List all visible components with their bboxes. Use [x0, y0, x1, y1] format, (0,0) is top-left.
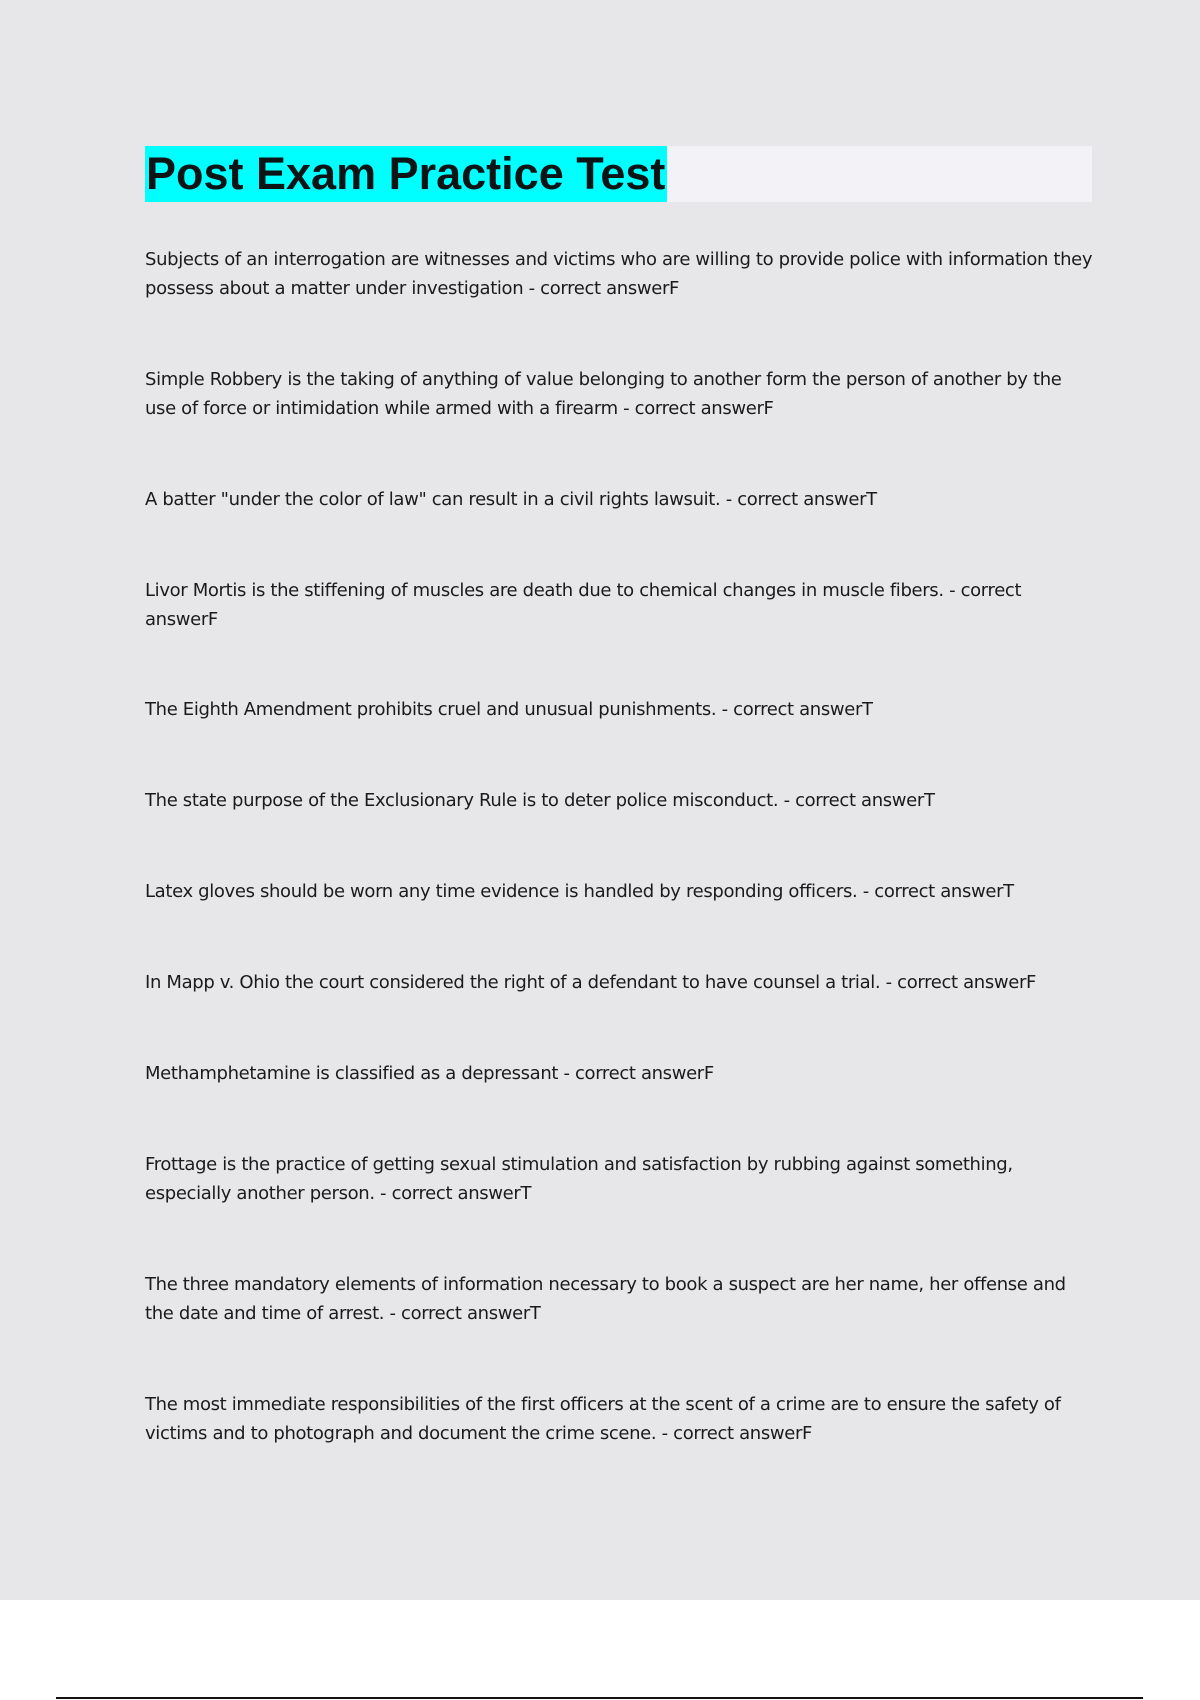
question-item: Frottage is the practice of getting sexual stimulation and satisfaction by rubbing against something, especially another person. - correct answerT [145, 1154, 1013, 1204]
question-item: Methamphetamine is classified as a depressant - correct answerF [145, 1063, 714, 1084]
page-title: Post Exam Practice Test [145, 146, 667, 202]
question-item: The Eighth Amendment prohibits cruel and unusual punishments. - correct answerT [145, 699, 873, 720]
question-item: Latex gloves should be worn any time evidence is handled by responding officers. - correct answerT [145, 881, 1014, 902]
question-item: The three mandatory elements of information necessary to book a suspect are her name, her offense and the date and time of arrest. - correct answerT [145, 1274, 1066, 1324]
question-item: Subjects of an interrogation are witnesses and victims who are willing to provide police with information they possess about a matter under investigation - correct answerF [145, 249, 1093, 299]
question-item: A batter "under the color of law" can result in a civil rights lawsuit. - correct answerT [145, 489, 877, 510]
question-item: The state purpose of the Exclusionary Rule is to deter police misconduct. - correct answerT [145, 790, 935, 811]
question-item: In Mapp v. Ohio the court considered the right of a defendant to have counsel a trial. - correct answerF [145, 972, 1037, 993]
question-item: Livor Mortis is the stiffening of muscles are death due to chemical changes in muscle fibers. - correct answerF [145, 580, 1022, 630]
question-item: The most immediate responsibilities of the first officers at the scent of a crime are to ensure the safety of victims and to photograph and document the crime scene. - correct answerF [145, 1394, 1061, 1444]
footer-divider [56, 1697, 1143, 1699]
question-item: Simple Robbery is the taking of anything of value belonging to another form the person of another by the use of force or intimidation while armed with a firearm - correct answerF [145, 369, 1062, 419]
